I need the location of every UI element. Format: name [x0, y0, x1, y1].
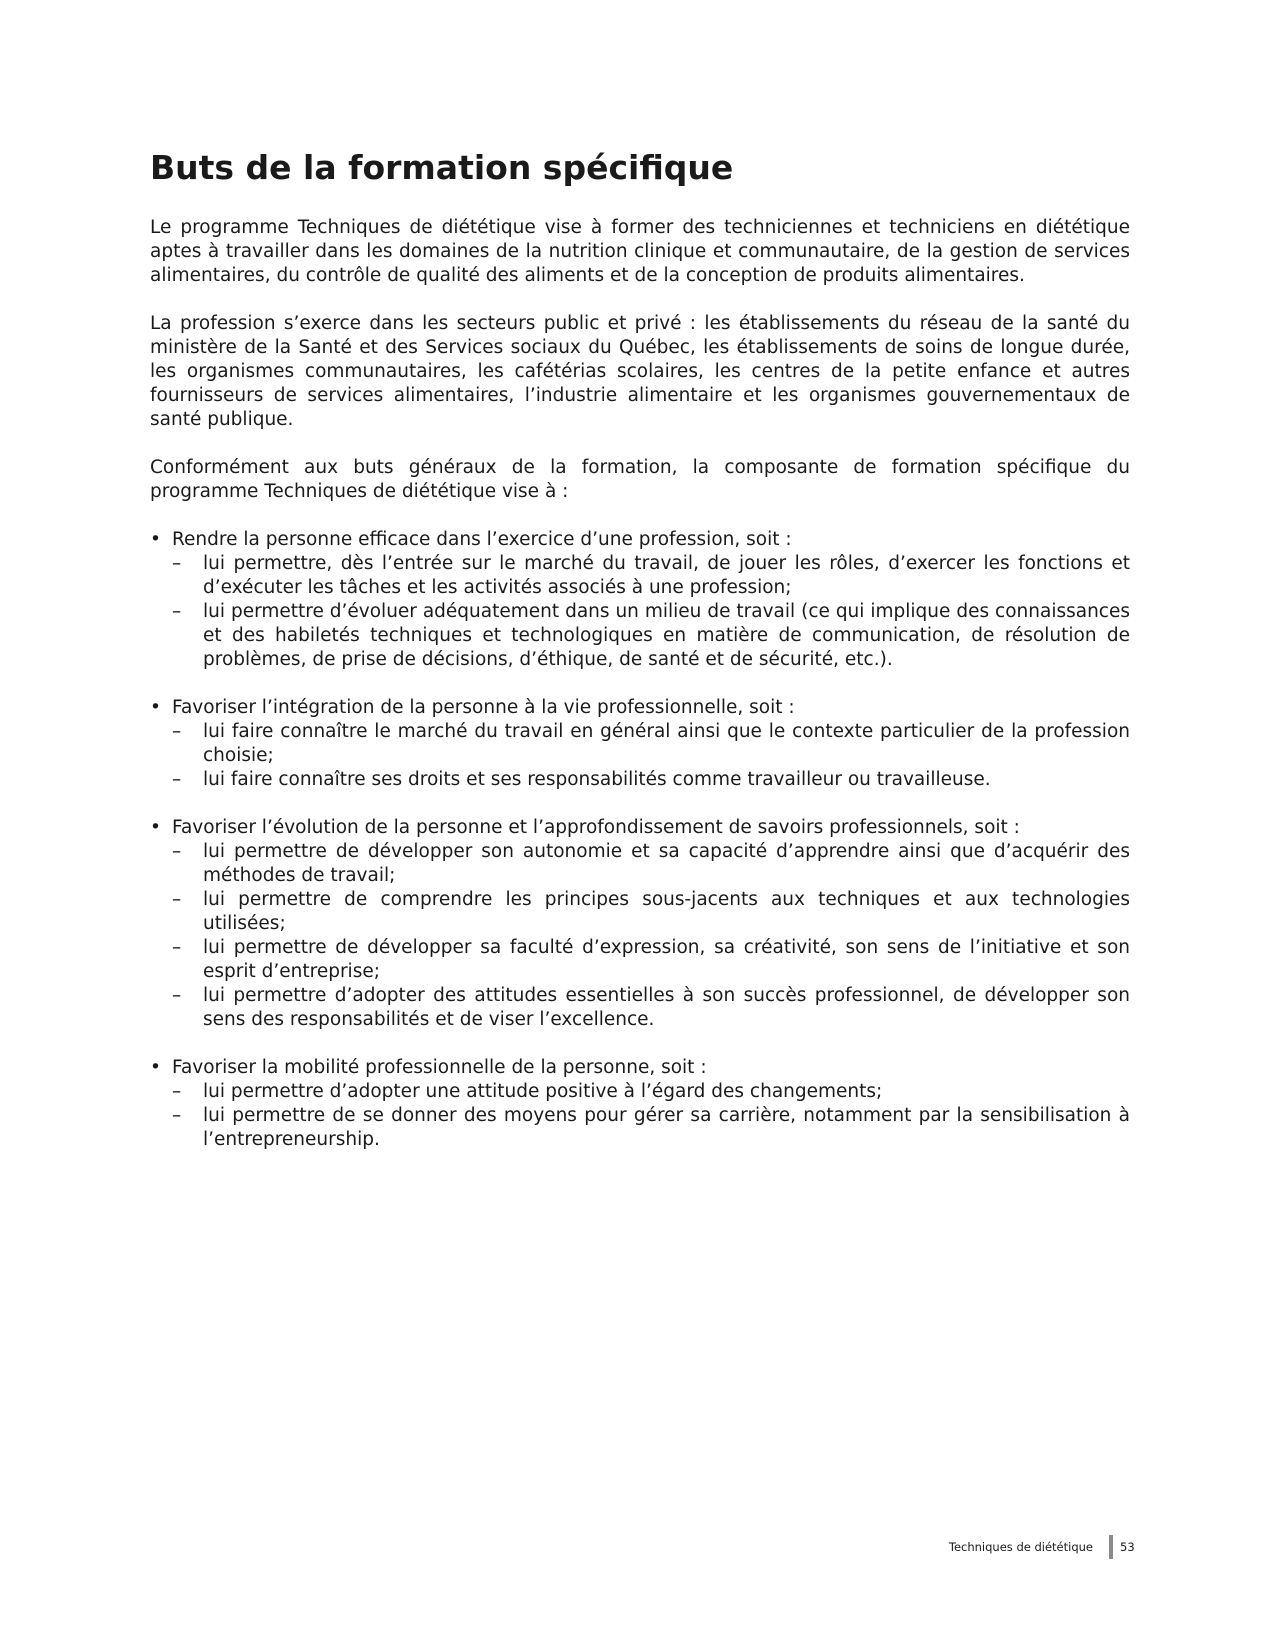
goal-section — [150, 528, 1130, 672]
bullet-icon: • — [150, 529, 161, 550]
list-item-text: lui permettre de se donner des moyens pour gérer sa carrière, notamment par la sensibilisation à l’entrepreneurship. — [203, 1105, 1130, 1150]
list-item — [150, 936, 1130, 984]
list-item — [150, 840, 1130, 888]
dash-icon: – — [172, 841, 182, 862]
goal-heading — [150, 528, 1130, 552]
list-item-text: lui permettre de développer sa faculté d’expression, sa créativité, son sens de l’initiative et son esprit d’entreprise; — [203, 937, 1130, 982]
footer-program-name: Techniques de diététique — [948, 1540, 1093, 1554]
bullet-icon: • — [150, 1057, 161, 1078]
bullet-icon: • — [150, 817, 161, 838]
list-item — [150, 552, 1130, 600]
goal-section — [150, 1056, 1130, 1152]
list-item — [150, 1104, 1130, 1152]
goal-heading-text: Favoriser l’intégration de la personne à la vie professionnelle, soit : — [172, 697, 795, 718]
page-title: Buts de la formation spécifique — [150, 148, 734, 187]
goal-sub-list — [150, 552, 1130, 672]
list-item-text: lui permettre de comprendre les principes sous-jacents aux techniques et aux technologies utilisées; — [203, 889, 1130, 934]
goal-heading — [150, 1056, 1130, 1080]
intro-paragraph: Le programme Techniques de diététique vise à former des techniciennes et techniciens en diététique aptes à travailler dans les domaines de la nutrition clinique et communautaire, de la gestion de services alimentaires, du contrôle de qualité des aliments et de la conception de produits alimentaires. — [150, 217, 1130, 286]
dash-icon: – — [172, 1105, 182, 1126]
list-item — [150, 888, 1130, 936]
page-footer — [0, 1535, 1135, 1559]
list-item-text: lui permettre, dès l’entrée sur le marché du travail, de jouer les rôles, d’exercer les fonctions et d’exécuter les tâches et les activités associés à une profession; — [203, 553, 1130, 598]
goal-heading — [150, 816, 1130, 840]
goal-heading-text: Rendre la personne efficace dans l’exercice d’une profession, soit : — [172, 529, 792, 550]
list-item — [150, 768, 1130, 792]
goal-section — [150, 816, 1130, 1032]
footer-divider — [1109, 1535, 1113, 1559]
list-item — [150, 1080, 1130, 1104]
sectors-paragraph: La profession s’exerce dans les secteurs public et privé : les établissements du réseau de la santé du ministère de la Santé et des Services sociaux du Québec, les établissements de soins de longue durée, les organismes communautaires, les cafétérias scolaires, les centres de la petite enfance et autres fournisseurs de services alimentaires, l’industrie alimentaire et les organismes gouvernementaux de santé publique. — [150, 313, 1130, 430]
list-item-text: lui faire connaître le marché du travail en général ainsi que le contexte particulier de la profession choisie; — [203, 721, 1130, 766]
goal-heading — [150, 696, 1130, 720]
list-item-text: lui permettre d’adopter une attitude positive à l’égard des changements; — [203, 1081, 883, 1102]
list-item — [150, 600, 1130, 672]
goal-sub-list — [150, 840, 1130, 1032]
dash-icon: – — [172, 769, 182, 790]
dash-icon: – — [172, 985, 182, 1006]
dash-icon: – — [172, 937, 182, 958]
list-item-text: lui faire connaître ses droits et ses responsabilités comme travailleur ou travailleuse. — [203, 769, 991, 790]
list-item-text: lui permettre d’évoluer adéquatement dans un milieu de travail (ce qui implique des connaissances et des habiletés techniques et technologiques en matière de communication, de résolution de problèmes, de prise de décisions, d’éthique, de santé et de sécurité, etc.). — [203, 601, 1130, 670]
list-item — [150, 720, 1130, 768]
goal-sub-list — [150, 1080, 1130, 1152]
dash-icon: – — [172, 889, 182, 910]
goal-heading-text: Favoriser la mobilité professionnelle de la personne, soit : — [172, 1057, 707, 1078]
goal-section — [150, 696, 1130, 792]
bullet-icon: • — [150, 697, 161, 718]
dash-icon: – — [172, 721, 182, 742]
dash-icon: – — [172, 601, 182, 622]
page-number: 53 — [1120, 1540, 1135, 1554]
goal-sub-list — [150, 720, 1130, 792]
dash-icon: – — [172, 1081, 182, 1102]
goal-heading-text: Favoriser l’évolution de la personne et l’approfondissement de savoirs professionnels, soit : — [172, 817, 1020, 838]
conformity-paragraph: Conformément aux buts généraux de la formation, la composante de formation spécifique du programme Techniques de diététique vise à : — [150, 457, 1130, 502]
document-page — [150, 148, 1130, 1176]
list-item-text: lui permettre d’adopter des attitudes essentielles à son succès professionnel, de développer son sens des responsabilités et de viser l’excellence. — [203, 985, 1130, 1030]
list-item-text: lui permettre de développer son autonomie et sa capacité d’apprendre ainsi que d’acquérir des méthodes de travail; — [203, 841, 1130, 886]
dash-icon: – — [172, 553, 182, 574]
list-item — [150, 984, 1130, 1032]
